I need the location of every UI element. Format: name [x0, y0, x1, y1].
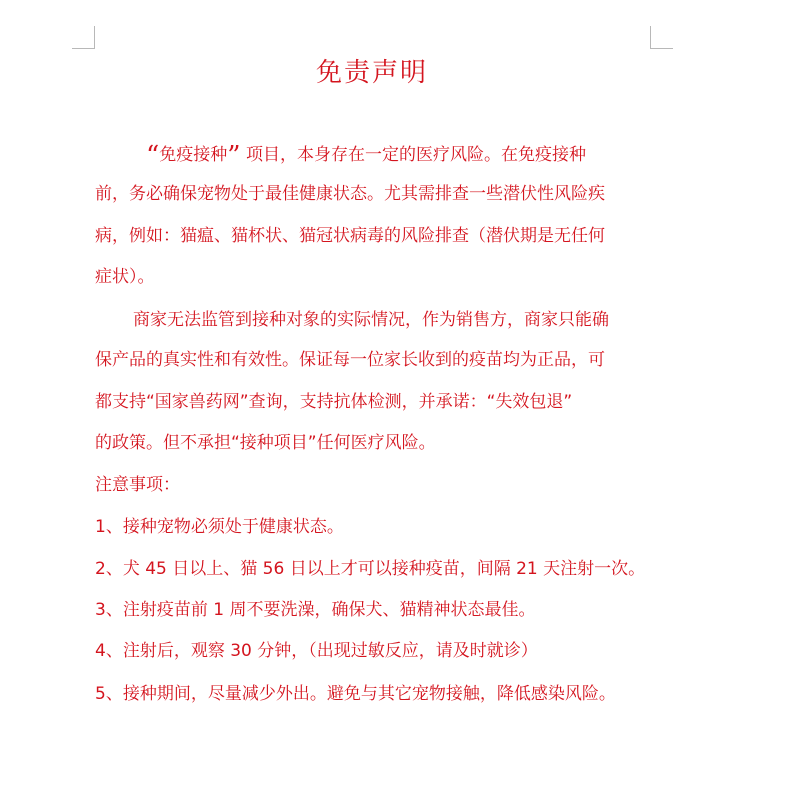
close-quote: ”: [227, 141, 241, 171]
note-item-1: 1、接种宠物必须处于健康状态。: [95, 517, 344, 537]
top-left-margin-mark: [72, 26, 95, 49]
paragraph1-line1: [146, 141, 586, 171]
notes-heading: 注意事项：: [95, 475, 180, 495]
open-quote: “: [146, 141, 160, 171]
paragraph2-line2: 保产品的真实性和有效性。保证每一位家长收到的疫苗均为正品，可: [95, 350, 605, 370]
document-title: 免责声明: [315, 58, 428, 88]
paragraph2-line4: 的政策。但不承担“接种项目”任何医疗风险。: [95, 433, 436, 453]
top-right-margin-mark: [650, 26, 673, 49]
paragraph2-line1: 商家无法监管到接种对象的实际情况，作为销售方，商家只能确: [133, 310, 609, 330]
paragraph1-line2: 前，务必确保宠物处于最佳健康状态。尤其需排查一些潜伏性风险疾: [95, 184, 605, 204]
paragraph2-line3: 都支持“国家兽药网”查询，支持抗体检测，并承诺：“失效包退”: [95, 392, 573, 412]
note-item-3: 3、注射疫苗前 1 周不要洗澡，确保犬、猫精神状态最佳。: [95, 600, 536, 620]
note-item-2: 2、犬 45 日以上、猫 56 日以上才可以接种疫苗，间隔 21 天注射一次。: [95, 559, 646, 579]
paragraph1-line3: 病，例如：猫瘟、猫杯状、猫冠状病毒的风险排查（潜伏期是无任何: [95, 226, 605, 246]
paragraph1-line4: 症状）。: [95, 267, 155, 287]
note-item-4: 4、注射后，观察 30 分钟，（出现过敏反应，请及时就诊）: [95, 641, 538, 661]
note-item-5: 5、接种期间，尽量减少外出。避免与其它宠物接触，降低感染风险。: [95, 684, 616, 704]
paragraph1-line1-rest: 项目，本身存在一定的医疗风险。在免疫接种: [240, 145, 586, 165]
quoted-term: 免疫接种: [159, 145, 228, 165]
